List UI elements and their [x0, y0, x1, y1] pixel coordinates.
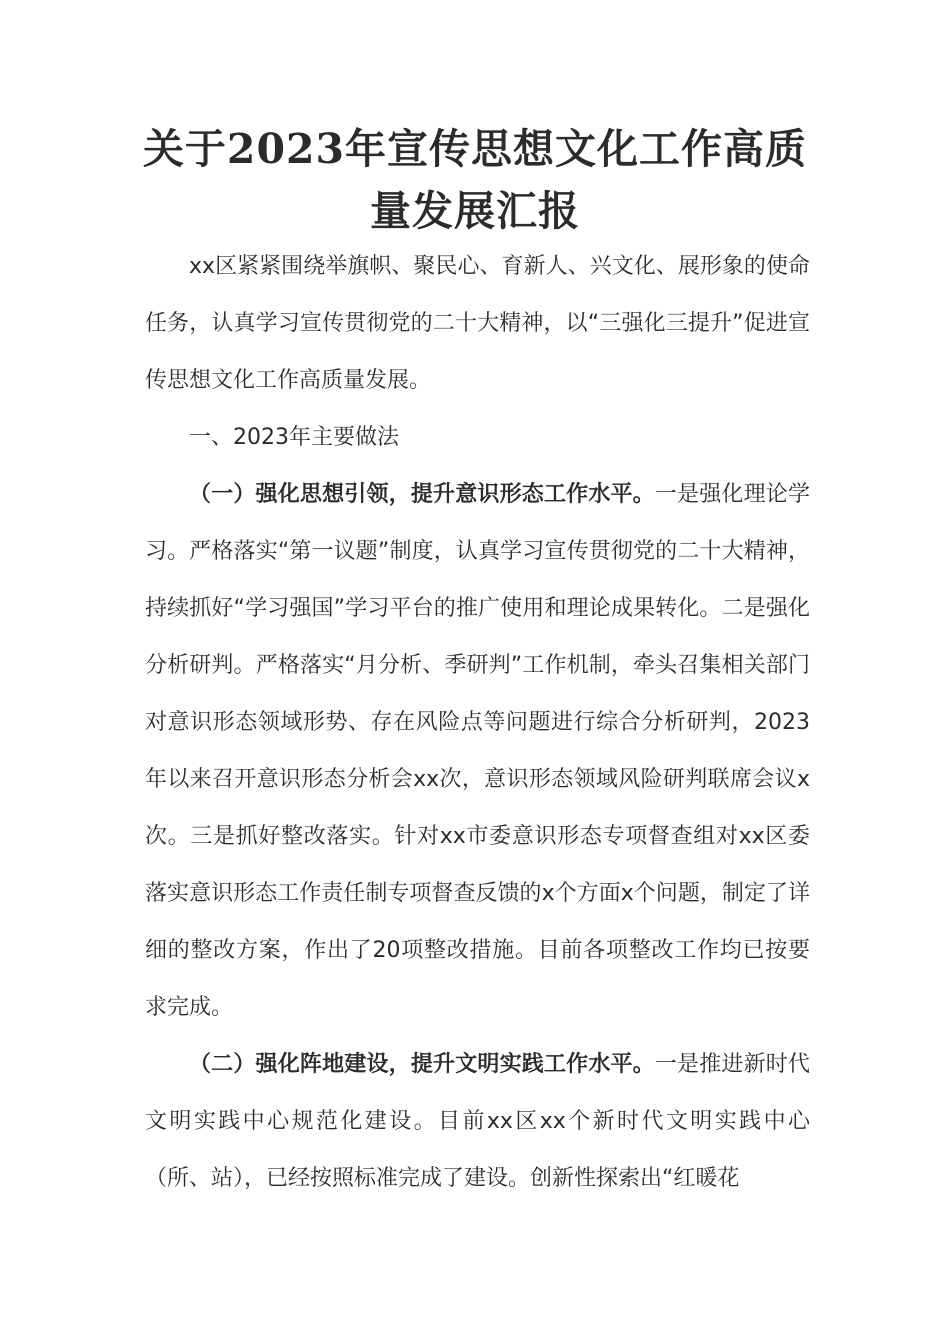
- section-heading: 一、2023年主要做法: [189, 425, 399, 450]
- subsection-1-lead: （一）强化思想引领，提升意识形态工作水平。: [189, 481, 655, 507]
- document-body: [145, 238, 810, 1207]
- subsection-1-paragraph: [145, 466, 810, 1036]
- subsection-1-text: 一是强化理论学习。严格落实“第一议题”制度，认真学习宣传贯彻党的二十大精神，持续抓好“学习强国”学习平台的推广使用和理论成果转化。二是强化分析研判。严格落实“月分析、季研判”工作机制，牵头召集相关部门对意识形态领域形势、存在风险点等问题进行综合分析研判，2023年以来召开意识形态分析会xx次，意识形态领域风险研判联席会议x次。三是抓好整改落实。针对xx市委意识形态专项督查组对xx区委落实意识形态工作责任制专项督查反馈的x个方面x个问题，制定了详细的整改方案，作出了20项整改措施。目前各项整改工作均已按要求完成。: [145, 482, 810, 1020]
- document-title: 关于2023年宣传思想文化工作高质量发展汇报: [142, 125, 808, 235]
- subsection-2-paragraph: [145, 1036, 810, 1207]
- subsection-2-text: 一是推进新时代文明实践中心规范化建设。目前xx区xx个新时代文明实践中心（所、站），已经按照标准完成了建设。创新性探索出“红暖花: [145, 1052, 810, 1191]
- intro-paragraph: xx区紧紧围绕举旗帜、聚民心、育新人、兴文化、展形象的使命任务，认真学习宣传贯彻党的二十大精神，以“三强化三提升”促进宣传思想文化工作高质量发展。: [145, 254, 810, 393]
- subsection-2-lead: （二）强化阵地建设，提升文明实践工作水平。: [189, 1051, 655, 1077]
